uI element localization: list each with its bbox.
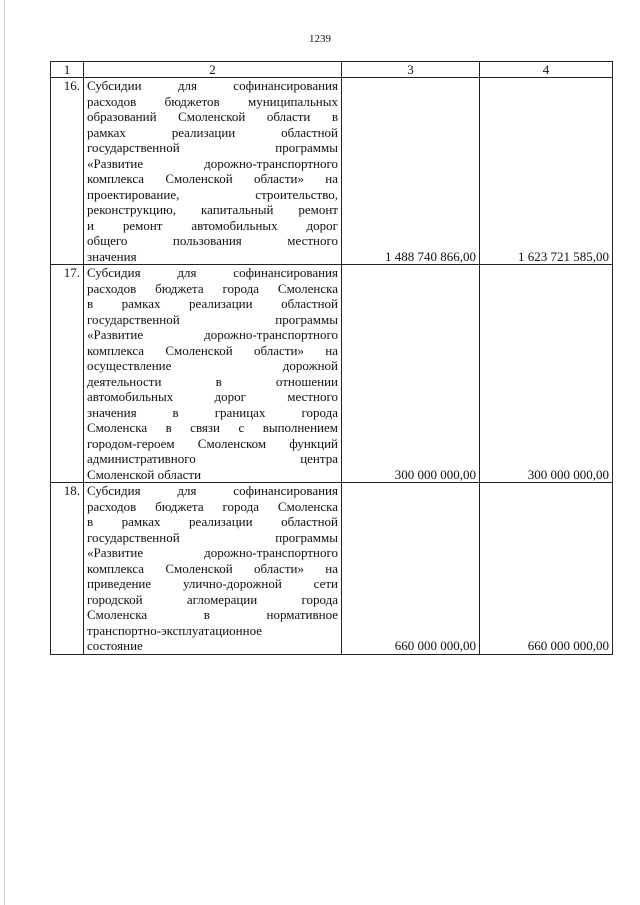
description-line: Субсидия для софинансирования xyxy=(87,483,338,498)
description-line: общего пользования местного xyxy=(87,233,338,248)
description-line: административного центра xyxy=(87,451,338,466)
description-line: «Развитие дорожно-транспортного xyxy=(87,545,338,560)
description-line: автомобильных дорог местного xyxy=(87,389,338,404)
description-line: деятельности в отношении xyxy=(87,373,338,389)
description-line: «Развитие дорожно-транспортного xyxy=(87,155,338,171)
description-line: значения xyxy=(87,248,137,264)
description-line: транспортно-эксплуатационное xyxy=(87,622,263,638)
description-line: и ремонт автомобильных дорог xyxy=(87,217,338,233)
description-line: «Развитие дорожно-транспортного xyxy=(87,327,338,342)
description-line: Субсидии для софинансирования xyxy=(87,78,338,93)
description-line: расходов бюджета города Смоленска xyxy=(87,280,338,296)
description-line: государственной программы xyxy=(87,140,338,155)
description-line: приведение улично-дорожной сети xyxy=(87,576,338,591)
amount-column-4: 1 623 721 585,00 xyxy=(480,78,613,265)
description-line: в рамках реализации областной xyxy=(87,514,338,529)
row-number: 16. xyxy=(51,78,84,265)
budget-table xyxy=(50,61,613,655)
row-description xyxy=(84,483,342,655)
column-header-1: 1 xyxy=(51,62,84,78)
description-line: Смоленска в нормативное xyxy=(87,607,338,622)
description-line: государственной программы xyxy=(87,311,338,327)
description-line: комплекса Смоленской области» на xyxy=(87,342,338,358)
description-line: Смоленской области xyxy=(87,466,202,482)
table-body xyxy=(51,78,613,655)
amount-column-4: 300 000 000,00 xyxy=(480,265,613,483)
row-number: 17. xyxy=(51,265,84,483)
description-line: расходов бюджета города Смоленска xyxy=(87,498,338,514)
amount-column-4: 660 000 000,00 xyxy=(480,483,613,655)
column-header-4: 4 xyxy=(480,62,613,78)
table-row xyxy=(51,483,613,655)
description-line: образований Смоленской области в xyxy=(87,109,338,124)
row-description xyxy=(84,78,342,265)
description-line: состояние xyxy=(87,638,143,653)
page-number: 1239 xyxy=(309,33,331,45)
amount-column-3: 1 488 740 866,00 xyxy=(342,78,480,265)
description-line: значения в границах города xyxy=(87,404,338,420)
description-line: реконструкцию, капитальный ремонт xyxy=(87,202,338,217)
description-line: комплекса Смоленской области» на xyxy=(87,560,338,576)
description-line: проектирование, строительство, xyxy=(87,186,338,202)
column-header-2: 2 xyxy=(84,62,342,78)
row-description xyxy=(84,265,342,483)
column-header-3: 3 xyxy=(342,62,480,78)
description-line: осуществление дорожной xyxy=(87,358,338,373)
description-line: городом-героем Смоленском функций xyxy=(87,435,338,451)
amount-column-3: 660 000 000,00 xyxy=(342,483,480,655)
description-line: городской агломерации города xyxy=(87,591,338,607)
table-row xyxy=(51,78,613,265)
description-line: расходов бюджетов муниципальных xyxy=(87,93,338,109)
description-line: Субсидия для софинансирования xyxy=(87,265,338,280)
table-row xyxy=(51,265,613,483)
description-line: государственной программы xyxy=(87,529,338,545)
description-line: комплекса Смоленской области» на xyxy=(87,171,338,186)
description-line: рамках реализации областной xyxy=(87,124,338,140)
row-number: 18. xyxy=(51,483,84,655)
description-line: Смоленска в связи с выполнением xyxy=(87,420,338,435)
scan-margin-line xyxy=(4,0,5,905)
amount-column-3: 300 000 000,00 xyxy=(342,265,480,483)
table-header-row xyxy=(51,62,613,78)
description-line: в рамках реализации областной xyxy=(87,296,338,311)
